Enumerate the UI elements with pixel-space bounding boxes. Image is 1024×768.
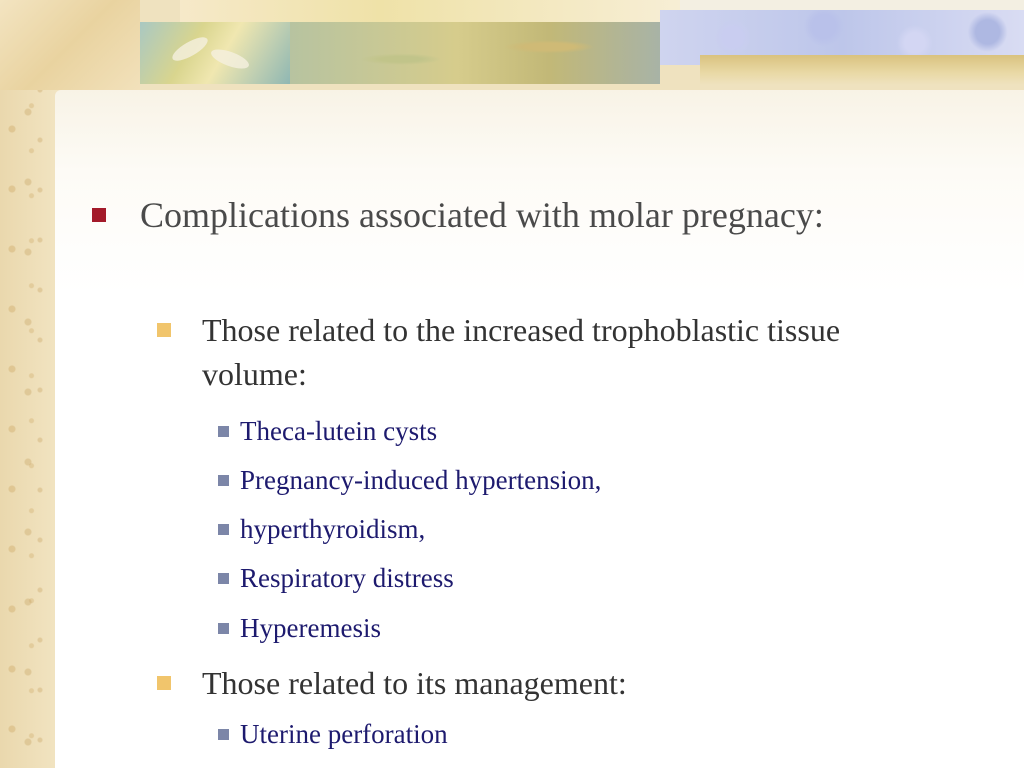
square-bullet-icon bbox=[218, 729, 229, 740]
square-bullet-icon bbox=[218, 573, 229, 584]
list-item-text: Uterine perforation bbox=[240, 719, 448, 749]
banner-top-strip bbox=[180, 0, 680, 23]
list-item-text: Theca-lutein cysts bbox=[240, 416, 438, 446]
list-item-text: Respiratory distress bbox=[240, 563, 454, 593]
list-item-text: Those related to its management: bbox=[202, 665, 627, 701]
leaf-shape bbox=[209, 46, 251, 73]
list-item-text: Complications associated with molar pregnacy: bbox=[140, 195, 824, 235]
decorative-banner bbox=[0, 0, 1024, 90]
banner-flower-image bbox=[140, 22, 290, 84]
square-bullet-icon bbox=[218, 524, 229, 535]
square-bullet-icon bbox=[92, 208, 106, 222]
list-item-text: hyperthyroidism, bbox=[240, 514, 426, 544]
square-bullet-icon bbox=[218, 623, 229, 634]
list-item-text: Hyperemesis bbox=[240, 613, 381, 643]
list-item-text: Pregnancy-induced hypertension, bbox=[240, 465, 602, 495]
banner-foliage-image bbox=[290, 22, 660, 84]
square-bullet-icon bbox=[218, 475, 229, 486]
banner-light-strip bbox=[680, 0, 1024, 10]
banner-parchment-piece bbox=[0, 0, 140, 90]
square-bullet-icon bbox=[157, 323, 171, 337]
banner-grain-image bbox=[700, 55, 1024, 85]
list-item-text: Those related to the increased trophoblastic tissue volume: bbox=[202, 312, 841, 392]
square-bullet-icon bbox=[157, 676, 171, 690]
leaf-shape bbox=[169, 33, 211, 65]
square-bullet-icon bbox=[218, 426, 229, 437]
